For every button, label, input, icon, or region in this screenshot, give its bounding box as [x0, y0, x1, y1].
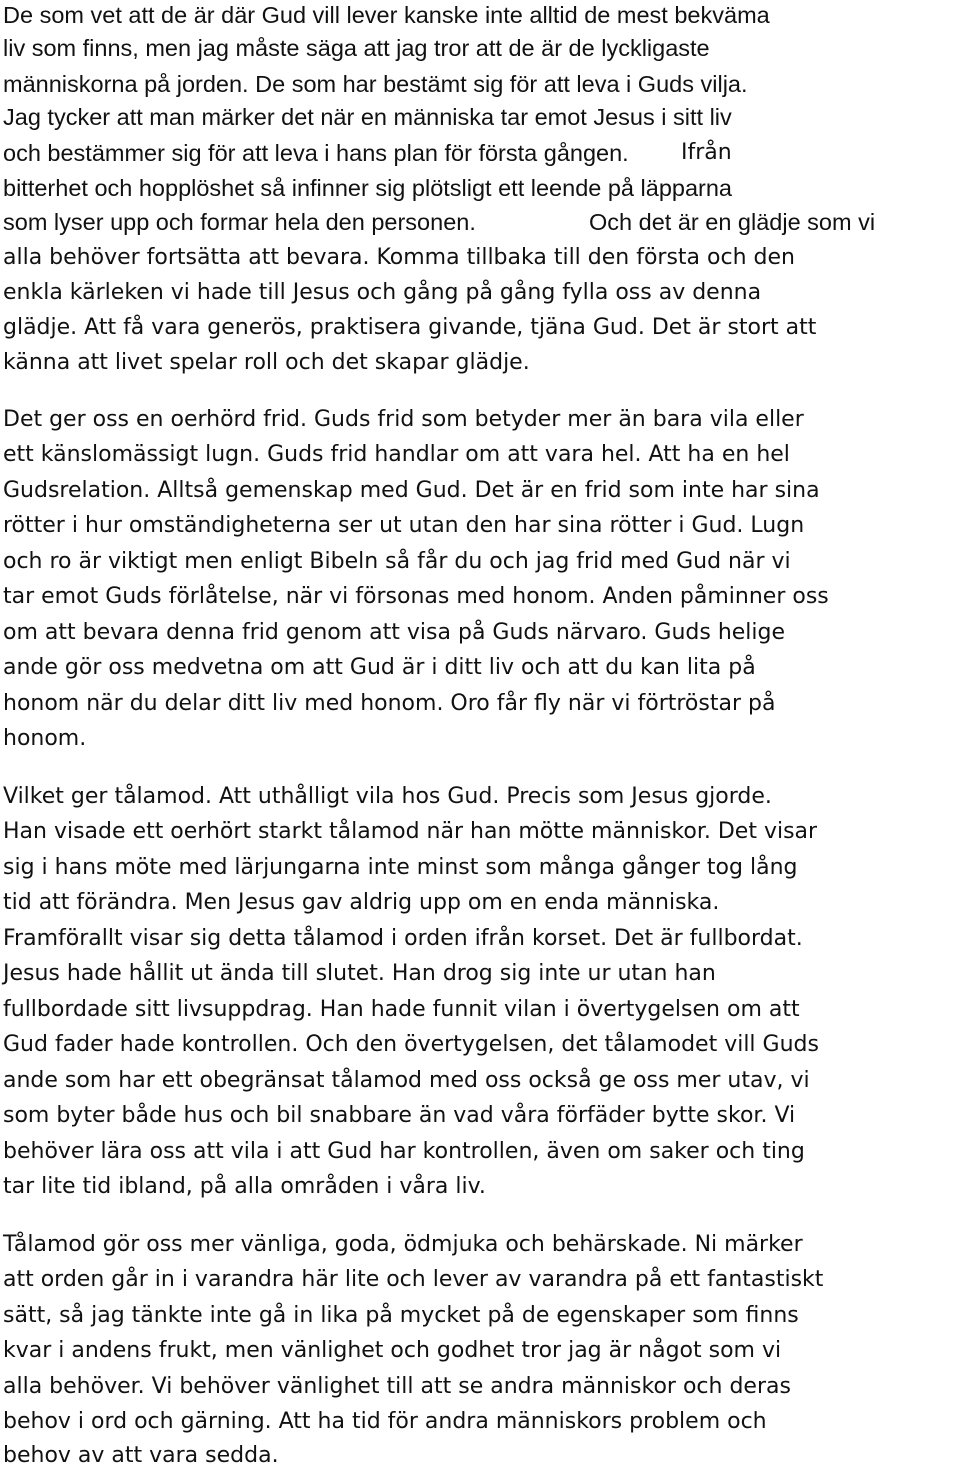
text-line: behöver lära oss att vila i att Gud har kontrollen, även om saker och ting [3, 1139, 805, 1164]
text-line: Ifrån [681, 140, 732, 165]
text-line: Jesus hade hållit ut ända till slutet. Han drog sig inte ur utan han [3, 961, 716, 986]
text-line: sätt, så jag tänkte inte gå in lika på mycket på de egenskaper som finns [3, 1303, 799, 1328]
text-line: ett känslomässigt lugn. Guds frid handlar om att vara hel. Att ha en hel [3, 442, 790, 467]
text-line: människorna på jorden. De som har bestämt sig för att leva i Guds vilja. [3, 71, 748, 97]
text-line: Framförallt visar sig detta tålamod i orden ifrån korset. Det är fullbordat. [3, 926, 803, 951]
text-line: ande som har ett obegränsat tålamod med oss också ge oss mer utav, vi [3, 1068, 810, 1093]
text-line: Gudsrelation. Alltså gemenskap med Gud. Det är en frid som inte har sina [3, 478, 820, 503]
text-line: Jag tycker att man märker det när en människa tar emot Jesus i sitt liv [3, 104, 732, 130]
text-line: tar emot Guds förlåtelse, när vi försonas med honom. Anden påminner oss [3, 584, 829, 609]
text-line: om att bevara denna frid genom att visa på Guds närvaro. Guds helige [3, 620, 786, 645]
text-line: som lyser upp och formar hela den personen. [3, 209, 476, 235]
text-line: som byter både hus och bil snabbare än vad våra förfäder bytte skor. Vi [3, 1103, 796, 1128]
text-line: behov av att vara sedda. [3, 1443, 279, 1468]
text-line: ande gör oss medvetna om att Gud är i ditt liv och att du kan lita på [3, 655, 756, 680]
text-line: att orden går in i varandra här lite och lever av varandra på ett fantastiskt [3, 1267, 824, 1292]
text-line: honom. [3, 726, 87, 751]
text-line: tar lite tid ibland, på alla områden i våra liv. [3, 1174, 486, 1199]
text-line: Vilket ger tålamod. Att uthålligt vila hos Gud. Precis som Jesus gjorde. [3, 784, 772, 809]
text-line: enkla kärleken vi hade till Jesus och gång på gång fylla oss av denna [3, 280, 762, 305]
text-line: fullbordade sitt livsuppdrag. Han hade funnit vilan i övertygelsen om att [3, 997, 800, 1022]
text-line: rötter i hur omständigheterna ser ut utan den har sina rötter i Gud. Lugn [3, 513, 805, 538]
text-line: alla behöver fortsätta att bevara. Komma tillbaka till den första och den [3, 245, 795, 270]
text-line: Gud fader hade kontrollen. Och den övertygelsen, det tålamodet vill Guds [3, 1032, 819, 1057]
text-line: sig i hans möte med lärjungarna inte minst som många gånger tog lång [3, 855, 798, 880]
text-line: tid att förändra. Men Jesus gav aldrig upp om en enda människa. [3, 890, 720, 915]
text-line: Och det är en glädje som vi [589, 209, 876, 235]
text-line: och ro är viktigt men enligt Bibeln så får du och jag frid med Gud när vi [3, 549, 791, 574]
text-line: Tålamod gör oss mer vänliga, goda, ödmjuka och behärskade. Ni märker [3, 1232, 803, 1257]
text-line: och bestämmer sig för att leva i hans plan för första gången. [3, 140, 629, 166]
text-line: liv som finns, men jag måste säga att jag tror att de är de lyckligaste [3, 35, 710, 61]
text-line: glädje. Att få vara generös, praktisera givande, tjäna Gud. Det är stort att [3, 315, 817, 340]
text-line: kvar i andens frukt, men vänlighet och godhet tror jag är något som vi [3, 1338, 782, 1363]
text-line: De som vet att de är där Gud vill lever kanske inte alltid de mest bekväma [3, 2, 770, 28]
text-line: känna att livet spelar roll och det skapar glädje. [3, 350, 530, 375]
text-line: bitterhet och hopplöshet så infinner sig plötsligt ett leende på läpparna [3, 175, 732, 201]
text-line: Han visade ett oerhört starkt tålamod när han mötte människor. Det visar [3, 819, 818, 844]
text-line: behov i ord och gärning. Att ha tid för andra människors problem och [3, 1409, 767, 1434]
text-line: Det ger oss en oerhörd frid. Guds frid som betyder mer än bara vila eller [3, 407, 804, 432]
text-line: honom när du delar ditt liv med honom. Oro får fly när vi förtröstar på [3, 691, 776, 716]
text-line: alla behöver. Vi behöver vänlighet till att se andra människor och deras [3, 1374, 791, 1399]
